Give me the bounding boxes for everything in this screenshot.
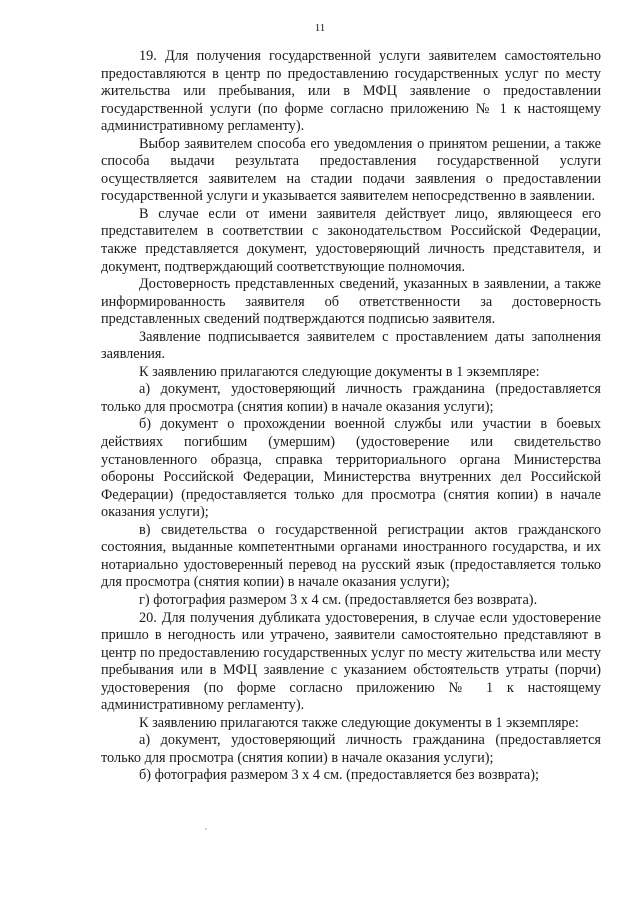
paragraph-notification-choice: Выбор заявителем способа его уведомления о принятом решении, а также способа выдачи результата предоставления государственной услуги осуществляется заявителем на стадии подачи заявления о предоставлении государственной услуги и указывается заявителем непосредственно в заявлении. — [101, 135, 601, 205]
paragraph-attached-docs-intro: К заявлению прилагаются следующие документы в 1 экземпляре: — [139, 363, 540, 380]
list-item-a: а) документ, удостоверяющий личность гражданина (предоставляется только для просмотра (снятия копии) в начале оказания услуги); — [101, 381, 601, 415]
scan-speck — [205, 828, 207, 830]
paragraph-20: 20. Для получения дубликата удостоверения, в случае если удостоверение пришло в негодность или утрачено, заявители самостоятельно представляют в центр по предоставлению государственных услуг по месту жительства или месту пребывания или в МФЦ заявление с указанием обстоятельств утраты (порчи) удостоверения (по форме согласно приложению № 1 к настоящему административному регламенту). — [101, 609, 601, 714]
paragraph-19: 19. Для получения государственной услуги заявителем самостоятельно предоставляются в центр по предоставлению государственных услуг по месту жительства или пребывания, или в МФЦ заявление о предоставлении государственной услуги (по форме согласно приложению № 1 к настоящему административному регламенту). — [101, 48, 601, 135]
list-item-g: г) фотография размером 3 x 4 см. (предоставляется без возврата). — [139, 591, 538, 608]
page-number: 11 — [314, 22, 326, 34]
paragraph-representative: В случае если от имени заявителя действует лицо, являющееся его представителем в соответствии с законодательством Российской Федерации, также представляется документ, удостоверяющий личность представителя, и документ, подтверждающий соответствующие полномочия. — [101, 205, 601, 275]
duplicate-list-item-a: а) документ, удостоверяющий личность гражданина (предоставляется только для просмотра (снятия копии) в начале оказания услуги); — [101, 732, 601, 766]
list-item-b: б) документ о прохождении военной службы или участии в боевых действиях погибшим (умершим) (удостоверение или свидетельство установленного образца, справка территориального органа Министерства обороны Российской Федерации, Министерства внутренних дел Российской Федерации) (предоставляется только для просмотра (снятия копии) в начале оказания услуги); — [101, 416, 601, 521]
list-item-v: в) свидетельства о государственной регистрации актов гражданского состояния, выданные компетентными органами иностранного государства, и их нотариально удостоверенный перевод на русский язык (предоставляется только для просмотра (снятия копии) в начале оказания услуги); — [101, 521, 601, 591]
paragraph-signature: Заявление подписывается заявителем с проставлением даты заполнения заявления. — [101, 328, 601, 363]
paragraph-duplicate-docs-intro: К заявлению прилагаются также следующие документы в 1 экземпляре: — [139, 714, 579, 731]
duplicate-list-item-b: б) фотография размером 3 x 4 см. (предоставляется без возврата); — [139, 767, 539, 784]
document-body — [101, 48, 601, 785]
paragraph-reliability: Достоверность представленных сведений, указанных в заявлении, а также информированность заявителя об ответственности за достоверность представленных сведений подтверждаются подписью заявителя. — [101, 276, 601, 328]
